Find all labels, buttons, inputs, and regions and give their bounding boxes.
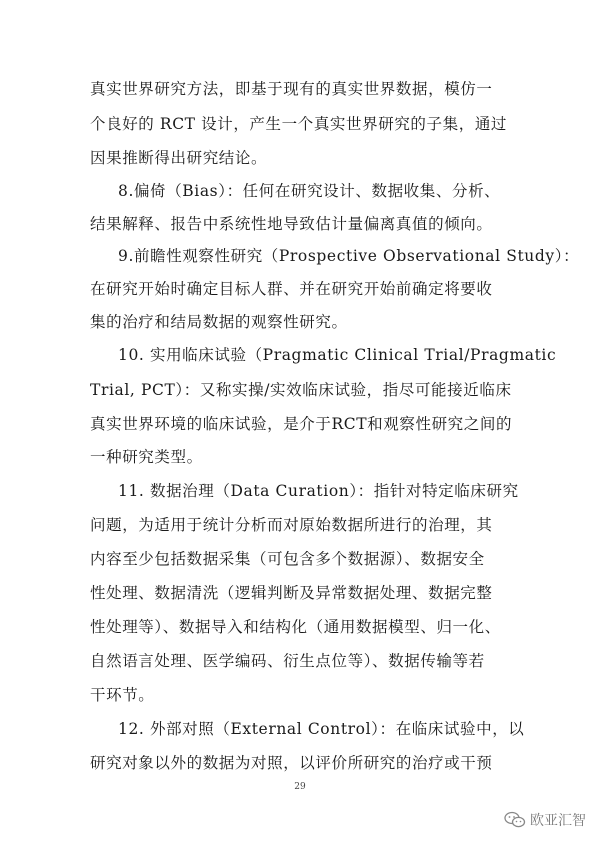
wechat-icon bbox=[504, 811, 526, 829]
text-line: 问题，为适用于统计分析而对原始数据所进行的治理，其 bbox=[90, 516, 493, 534]
watermark bbox=[504, 810, 586, 830]
text-line: 真实世界环境的临床试验，是介于RCT和观察性研究之间的 bbox=[90, 415, 513, 433]
text-line: 结果解释、报告中系统性地导致估计量偏离真值的倾向。 bbox=[90, 215, 493, 233]
text-line: Trial, PCT）：又称实操/实效临床试验，指尽可能接近临床 bbox=[90, 381, 512, 399]
text-line: 因果推断得出研究结论。 bbox=[90, 149, 268, 167]
text-line: 自然语言处理、医学编码、衍生点位等）、数据传输等若 bbox=[90, 652, 485, 670]
text-line: 12. 外部对照（External Control）：在临床试验中，以 bbox=[118, 720, 525, 738]
text-line: 8.偏倚（Bias）：任何在研究设计、数据收集、分析、 bbox=[118, 182, 501, 200]
text-line: 集的治疗和结局数据的观察性研究。 bbox=[90, 313, 348, 331]
text-line: 9.前瞻性观察性研究（Prospective Observational Study）： bbox=[118, 247, 580, 265]
text-line: 在研究开始时确定目标人群、并在研究开始前确定将要收 bbox=[90, 280, 493, 298]
text-line: 研究对象以外的数据为对照，以评价所研究的治疗或干预 bbox=[90, 754, 493, 772]
text-line: 10. 实用临床试验（Pragmatic Clinical Trial/Pragmatic bbox=[118, 346, 557, 364]
text-line: 一种研究类型。 bbox=[90, 448, 203, 466]
watermark-text: 欧亚汇智 bbox=[530, 813, 586, 829]
text-line: 个良好的 RCT 设计，产生一个真实世界研究的子集，通过 bbox=[90, 115, 508, 133]
text-line: 性处理、数据清洗（逻辑判断及异常数据处理、数据完整 bbox=[90, 584, 493, 602]
text-line: 性处理等）、数据导入和结构化（通用数据模型、归一化、 bbox=[90, 618, 501, 636]
text-line: 干环节。 bbox=[90, 686, 155, 704]
text-line: 真实世界研究方法，即基于现有的真实世界数据，模仿一 bbox=[90, 80, 493, 98]
text-line: 11. 数据治理（Data Curation）：指针对特定临床研究 bbox=[118, 482, 519, 500]
page-number: 29 bbox=[294, 782, 306, 792]
text-line: 内容至少包括数据采集（可包含多个数据源）、数据安全 bbox=[90, 550, 485, 568]
